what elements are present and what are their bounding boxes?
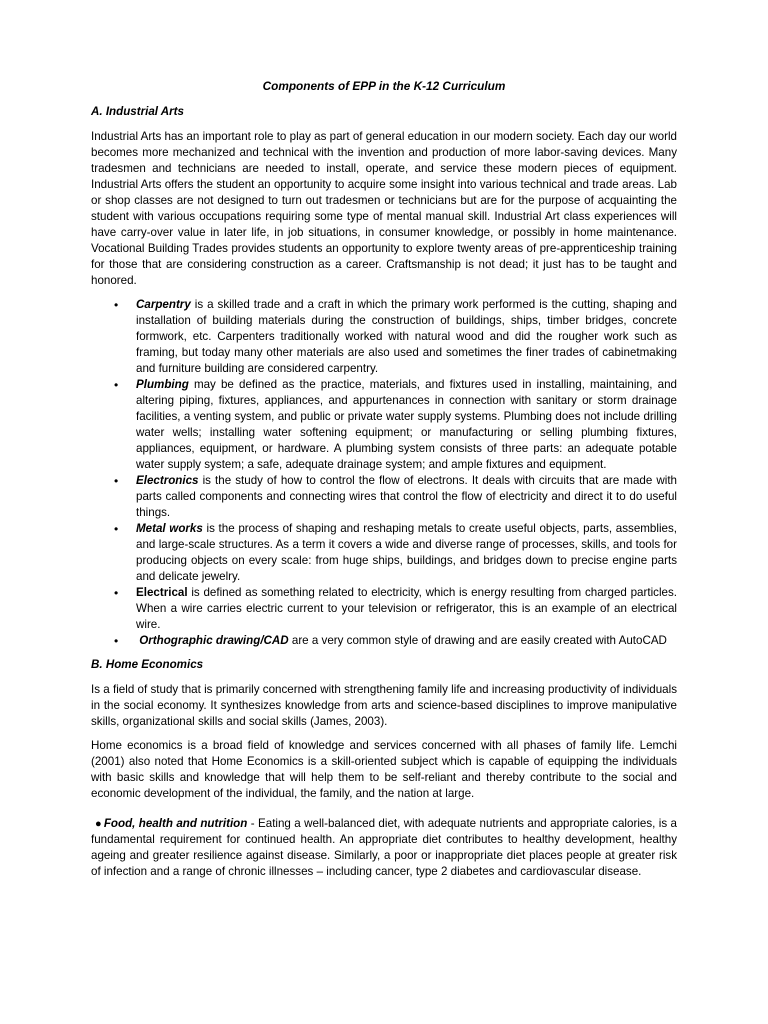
definition-electrical: is defined as something related to electricity, which is energy resulting from charged particles. When a wire carries electric current to your television or refrigerator, this is an example of an electrical wire.	[136, 586, 677, 631]
definition-electronics: is the study of how to control the flow of electrons. It deals with circuits that are made with parts called components and connecting wires that control the flow of electricity and direct it to do useful things.	[136, 474, 677, 519]
term-carpentry: Carpentry	[136, 298, 191, 311]
list-item-plumbing	[114, 377, 677, 473]
home-economics-paragraph-2: Home economics is a broad field of knowledge and services concerned with all phases of family life. Lemchi (2001) also noted that Home Economics is a skill-oriented subject which is capable of equipping the individuals with basic skills and knowledge that will help them to be self-reliant and thereby contribute to the social and economic development of the individual, the family, and the nation at large.	[91, 739, 677, 800]
definition-metal-works: is the process of shaping and reshaping metals to create useful objects, parts, assemblies, and large-scale structures. As a term it covers a wide and diverse range of processes, skills, and tools for producing objects on every scale: from huge ships, buildings, and bridges down to precise engine parts and delicate jewelry.	[136, 522, 677, 583]
list-item-electronics	[114, 473, 677, 521]
term-orthographic-drawing: Orthographic drawing/CAD	[136, 634, 289, 647]
definition-carpentry: is a skilled trade and a craft in which the primary work performed is the cutting, shaping and installation of building materials during the construction of buildings, ships, timber bridges, concrete formwork, etc. Carpenters traditionally worked with natural wood and did the rougher work such as framing, but today many other materials are also used and sometimes the finer trades of cabinetmaking and furniture building are considered carpentry.	[136, 298, 677, 375]
section-heading-industrial-arts: A. Industrial Arts	[91, 105, 184, 118]
bullet-icon: •	[114, 586, 119, 600]
definition-orthographic-drawing: are a very common style of drawing and are easily created with AutoCAD	[288, 634, 667, 647]
term-metal-works: Metal works	[136, 522, 203, 535]
bullet-icon: •	[114, 378, 119, 392]
list-item-metal-works	[114, 521, 677, 585]
bullet-icon: •	[114, 474, 119, 488]
food-health-nutrition-paragraph	[91, 816, 677, 880]
list-item-orthographic-drawing	[114, 633, 677, 649]
home-economics-paragraph-1: Is a field of study that is primarily concerned with strengthening family life and increasing productivity of individuals in the social economy. It synthesizes knowledge from arts and science-based disciplines to improve manipulative skills, organizational skills and social skills (James, 2003).	[91, 683, 677, 728]
list-item-carpentry	[114, 297, 677, 377]
section-heading-home-economics: B. Home Economics	[91, 658, 204, 671]
bullet-icon: ●	[95, 818, 102, 830]
bullet-icon: •	[114, 634, 119, 648]
industrial-arts-intro: Industrial Arts has an important role to play as part of general education in our modern society. Each day our world becomes more mechanized and technical with the invention and production of more labor-saving devices. Many tradesmen and technicians are needed to install, operate, and service these modern pieces of equipment. Industrial Arts offers the student an opportunity to acquire some insight into various technical and trade areas. Lab or shop classes are not designed to turn out tradesmen or technicians but are for the purpose of acquainting the student with various occupations requiring some type of mental manual skill. Industrial Art class experiences will have carry-over value in later life, in job situations, in consumer knowledge, or possibly in home maintenance. Vocational Building Trades provides students an opportunity to explore twenty areas of pre-apprenticeship training for those that are considering construction as a career. Craftsmanship is not dead; it just has to be taught and honored.	[91, 130, 677, 287]
list-item-electrical	[114, 585, 677, 633]
term-plumbing: Plumbing	[136, 378, 189, 391]
definition-food-health-nutrition: - Eating a well-balanced diet, with adequate nutrients and appropriate calories, is a fundamental requirement for continued health. An appropriate diet contributes to healthy development, healthy ageing and greater resilience against disease. Similarly, a poor or inappropriate diet places people at greater risk of infection and a range of chronic illnesses – including cancer, type 2 diabetes and cardiovascular disease.	[91, 817, 677, 878]
industrial-arts-list	[91, 297, 677, 649]
bullet-icon: •	[114, 298, 119, 312]
bullet-icon: •	[114, 522, 119, 536]
page-title: Components of EPP in the K-12 Curriculum	[262, 79, 506, 93]
term-electrical: Electrical	[136, 586, 188, 599]
term-food-health-nutrition: Food, health and nutrition	[103, 817, 248, 830]
definition-plumbing: may be defined as the practice, materials, and fixtures used in installing, maintaining, and altering piping, fixtures, appliances, and appurtenances in connection with sanitary or storm drainage facilities, a venting system, and public or private water supply systems. Plumbing does not include drilling water wells; installing water softening equipment; or manufacturing or selling plumbing fixtures, appliances, equipment, or hardware. A plumbing system consists of three parts: an adequate potable water supply system; a safe, adequate drainage system; and ample fixtures and equipment.	[136, 378, 677, 471]
term-electronics: Electronics	[136, 474, 199, 487]
